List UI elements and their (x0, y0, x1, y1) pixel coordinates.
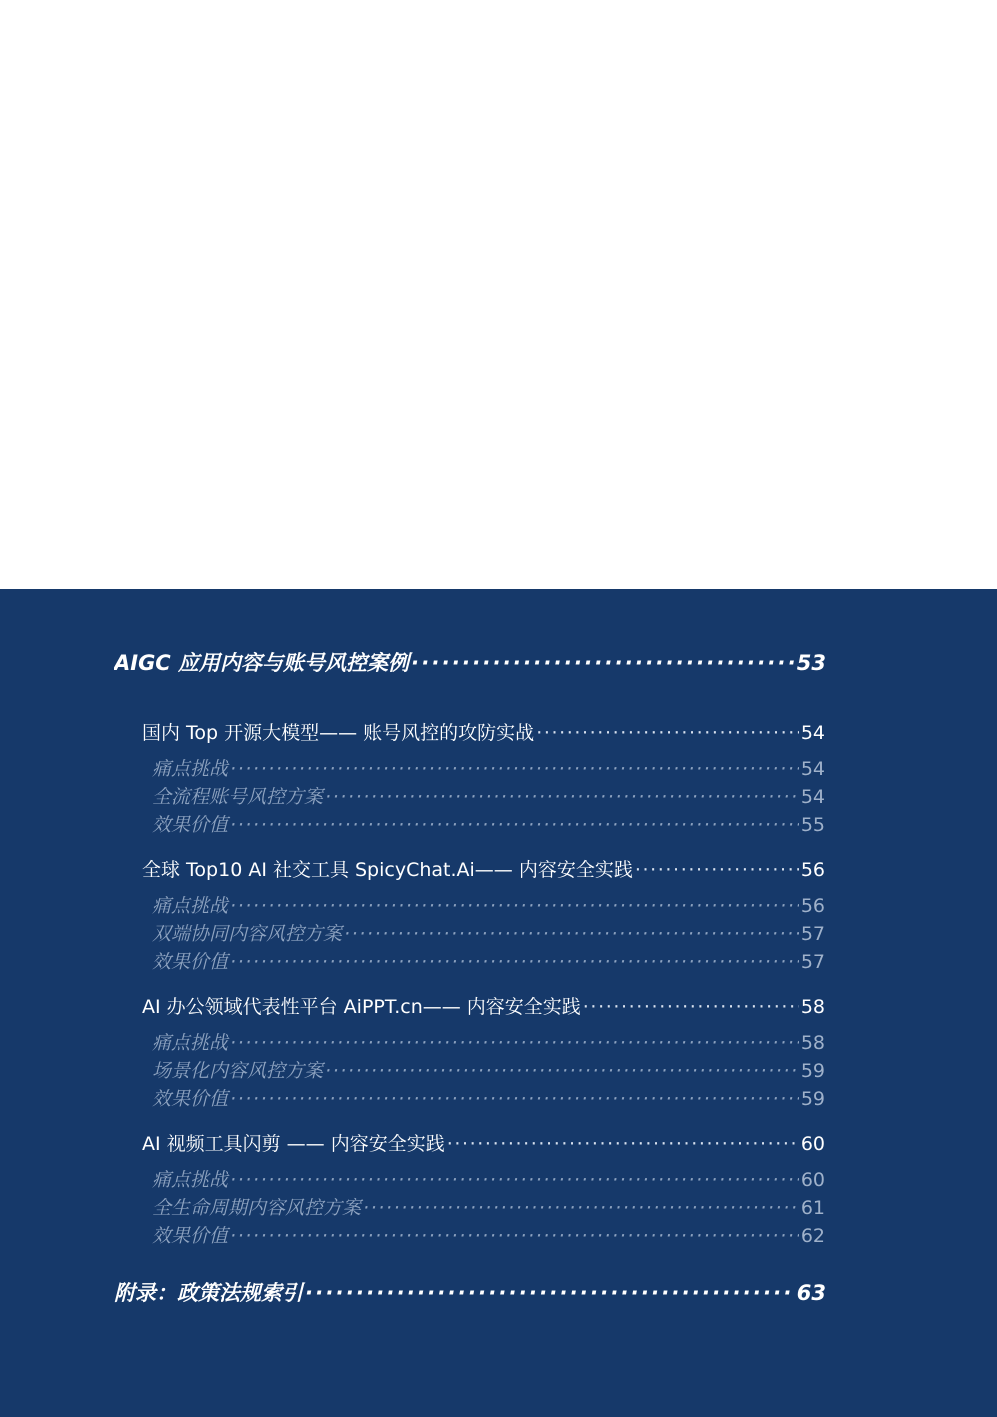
toc-title: 场景化内容风控方案 (152, 1060, 324, 1082)
toc-title: 效果价值 (152, 1088, 229, 1110)
dot-leader (447, 1133, 799, 1155)
toc-case-4[interactable] (142, 1129, 825, 1156)
toc-subitem[interactable] (152, 1221, 825, 1248)
toc-case-3[interactable] (142, 992, 825, 1019)
toc-title: 全生命周期内容风控方案 (152, 1197, 362, 1219)
dot-leader (363, 1197, 799, 1219)
toc-page-number: 59 (800, 1060, 825, 1082)
toc-page-number: 57 (800, 923, 825, 945)
toc-case-1[interactable] (142, 718, 825, 745)
toc-page-number: 62 (800, 1225, 825, 1247)
toc-page-number: 56 (800, 859, 825, 881)
dot-leader (344, 923, 799, 945)
dot-leader (230, 758, 799, 780)
toc-title: 双端协同内容风控方案 (152, 923, 343, 945)
dot-leader (635, 859, 799, 881)
toc-subitem[interactable] (152, 1056, 825, 1083)
toc-subitem[interactable] (152, 782, 825, 809)
toc-case-2[interactable] (142, 855, 825, 882)
toc-page-number: 57 (800, 951, 825, 973)
toc-page-number: 58 (800, 1032, 825, 1054)
toc-title: 痛点挑战 (152, 1032, 229, 1054)
dot-leader (230, 814, 799, 836)
toc-page-number: 63 (796, 1281, 826, 1305)
toc-title: 效果价值 (152, 1225, 229, 1247)
toc-page-number: 53 (796, 651, 826, 675)
toc-page-number: 54 (800, 786, 825, 808)
toc-subitem[interactable] (152, 919, 825, 946)
toc-title: 国内 Top 开源大模型—— 账号风控的攻防实战 (142, 722, 535, 744)
toc-title: AI 办公领域代表性平台 AiPPT.cn—— 内容安全实践 (142, 996, 581, 1018)
dot-leader (230, 1169, 799, 1191)
table-of-contents (0, 589, 997, 1417)
toc-title: 附录：政策法规索引 (114, 1281, 303, 1305)
toc-page-number: 55 (800, 814, 825, 836)
dot-leader (325, 1060, 799, 1082)
dot-leader (305, 1281, 795, 1305)
toc-title: 痛点挑战 (152, 895, 229, 917)
toc-title: 全流程账号风控方案 (152, 786, 324, 808)
toc-subitem[interactable] (152, 754, 825, 781)
toc-page-number: 59 (800, 1088, 825, 1110)
toc-subitem[interactable] (152, 1165, 825, 1192)
blank-top-area (0, 0, 997, 589)
dot-leader (411, 651, 795, 675)
toc-page-number: 60 (800, 1169, 825, 1191)
toc-subitem[interactable] (152, 1028, 825, 1055)
toc-title: 效果价值 (152, 951, 229, 973)
toc-subitem[interactable] (152, 810, 825, 837)
toc-section-aigc[interactable] (114, 647, 826, 677)
dot-leader (230, 1088, 799, 1110)
toc-title: AI 视频工具闪剪 —— 内容安全实践 (142, 1133, 445, 1155)
dot-leader (230, 951, 799, 973)
toc-subitem[interactable] (152, 947, 825, 974)
toc-title: 痛点挑战 (152, 1169, 229, 1191)
toc-subitem[interactable] (152, 1084, 825, 1111)
toc-title: AIGC 应用内容与账号风控案例 (114, 651, 410, 675)
toc-page-number: 61 (800, 1197, 825, 1219)
dot-leader (325, 786, 799, 808)
dot-leader (230, 895, 799, 917)
toc-subitem[interactable] (152, 891, 825, 918)
toc-page-number: 60 (800, 1133, 825, 1155)
toc-title: 效果价值 (152, 814, 229, 836)
toc-page-number: 54 (800, 722, 825, 744)
toc-section-appendix[interactable] (114, 1277, 826, 1307)
toc-page-number: 54 (800, 758, 825, 780)
dot-leader (230, 1032, 799, 1054)
toc-page-number: 56 (800, 895, 825, 917)
toc-page-number: 58 (800, 996, 825, 1018)
dot-leader (230, 1225, 799, 1247)
toc-title: 痛点挑战 (152, 758, 229, 780)
toc-subitem[interactable] (152, 1193, 825, 1220)
dot-leader (536, 722, 799, 744)
dot-leader (583, 996, 799, 1018)
toc-title: 全球 Top10 AI 社交工具 SpicyChat.Ai—— 内容安全实践 (142, 859, 633, 881)
